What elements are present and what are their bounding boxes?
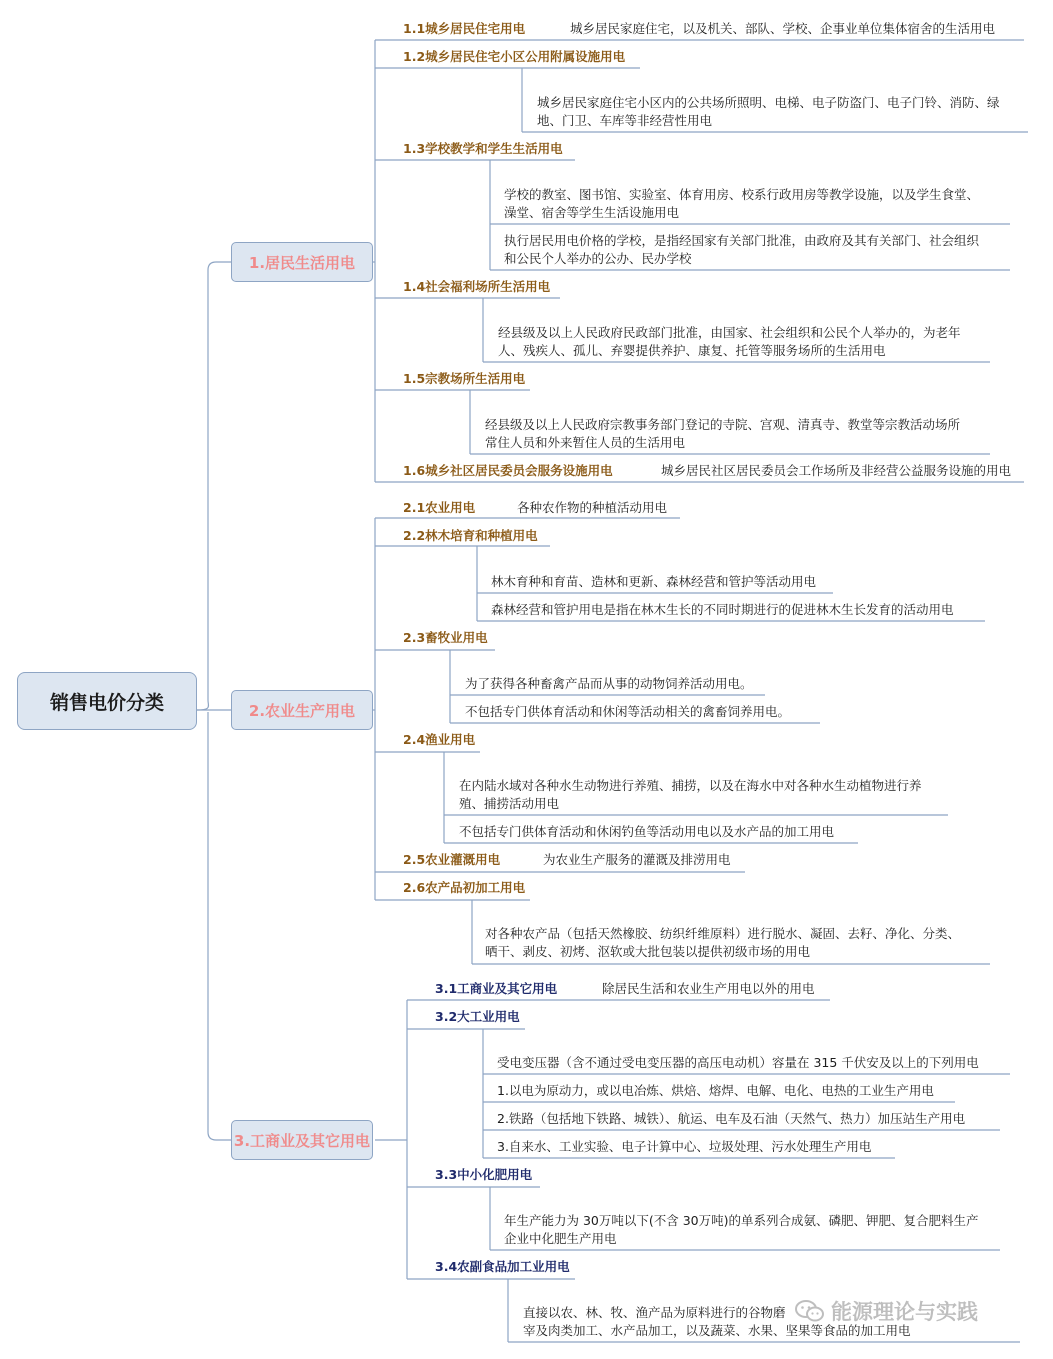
desc-3-3-a: 年生产能力为 30万吨以下(不含 30万吨)的单系列合成氨、磷肥、钾肥、复合肥料生产 xyxy=(504,1213,979,1228)
subtopic-3-4[interactable]: 3.4农副食品加工业用电 xyxy=(435,1259,570,1274)
subtopic-3-1[interactable]: 3.1工商业及其它用电 xyxy=(435,981,558,996)
category-agriculture[interactable]: 2.农业生产用电 xyxy=(231,690,373,730)
desc-1-2-b: 地、门卫、车库等非经营性用电 xyxy=(537,113,713,128)
subtopic-2-1[interactable]: 2.1农业用电 xyxy=(403,500,476,515)
desc-2-3-a: 为了获得各种畜禽产品而从事的动物饲养活动用电。 xyxy=(465,676,753,691)
wechat-icon xyxy=(795,1299,825,1323)
root-node[interactable]: 销售电价分类 xyxy=(17,672,197,730)
desc-2-3-b: 不包括专门供体育活动和休闲等活动相关的禽畜饲养用电。 xyxy=(465,704,791,719)
subtopic-3-3[interactable]: 3.3中小化肥用电 xyxy=(435,1167,533,1182)
subtopic-1-6[interactable]: 1.6城乡社区居民委员会服务设施用电 xyxy=(403,463,613,478)
subtopic-1-5[interactable]: 1.5宗教场所生活用电 xyxy=(403,371,526,386)
category-residential[interactable]: 1.居民生活用电 xyxy=(231,242,373,282)
desc-1-1-a: 城乡居民家庭住宅，以及机关、部队、学校、企事业单位集体宿舍的生活用电 xyxy=(570,21,996,36)
subtopic-2-3[interactable]: 2.3畜牧业用电 xyxy=(403,630,488,645)
desc-1-6-a: 城乡居民社区居民委员会工作场所及非经营公益服务设施的用电 xyxy=(661,463,1012,478)
root-to-cat3 xyxy=(208,712,231,1140)
subtopic-1-2[interactable]: 1.2城乡居民住宅小区公用附属设施用电 xyxy=(403,49,626,64)
desc-3-2-d: 3.自来水、工业实验、电子计算中心、垃圾处理、污水处理生产用电 xyxy=(497,1139,872,1154)
desc-1-3-d: 和公民个人举办的公办、民办学校 xyxy=(504,251,692,266)
root-to-cat1 xyxy=(197,262,231,710)
desc-3-2-b: 1.以电为原动力，或以电冶炼、烘焙、熔焊、电解、电化、电热的工业生产用电 xyxy=(497,1083,934,1098)
desc-1-4-a: 经县级及以上人民政府民政部门批准，由国家、社会组织和公民个人举办的，为老年 xyxy=(498,325,961,340)
desc-1-3-b: 澡堂、宿舍等学生生活设施用电 xyxy=(504,205,680,220)
subtopic-2-2[interactable]: 2.2林木培育和种植用电 xyxy=(403,528,538,543)
desc-3-4-a: 直接以农、林、牧、渔产品为原料进行的谷物磨 xyxy=(523,1305,786,1320)
desc-2-6-a: 对各种农产品（包括天然橡胶、纺织纤维原料）进行脱水、凝固、去籽、净化、分类、 xyxy=(485,926,961,941)
watermark-text: 能源理论与实践 xyxy=(831,1300,978,1324)
subtopic-2-4[interactable]: 2.4渔业用电 xyxy=(403,732,476,747)
desc-2-5-a: 为农业生产服务的灌溉及排涝用电 xyxy=(543,852,731,867)
watermark xyxy=(795,1296,978,1326)
subtopic-1-3[interactable]: 1.3学校教学和学生生活用电 xyxy=(403,141,563,156)
desc-1-3-a: 学校的教室、图书馆、实验室、体育用房、校系行政用房等教学设施，以及学生食堂、 xyxy=(504,187,980,202)
desc-2-2-b: 森林经营和管护用电是指在林木生长的不同时期进行的促进林木生长发育的活动用电 xyxy=(491,602,954,617)
category-commercial[interactable]: 3.工商业及其它用电 xyxy=(231,1120,373,1160)
desc-2-2-a: 林木育种和育苗、造林和更新、森林经营和管护等活动用电 xyxy=(491,574,817,589)
desc-2-4-b: 殖、捕捞活动用电 xyxy=(459,796,560,811)
subtopic-1-4[interactable]: 1.4社会福利场所生活用电 xyxy=(403,279,551,294)
subtopic-2-5[interactable]: 2.5农业灌溉用电 xyxy=(403,852,501,867)
desc-2-6-b: 晒干、剥皮、初烤、沤软或大批包装以提供初级市场的用电 xyxy=(485,944,811,959)
desc-1-5-b: 常住人员和外来暂住人员的生活用电 xyxy=(485,435,686,450)
desc-1-4-b: 人、残疾人、孤儿、弃婴提供养护、康复、托管等服务场所的生活用电 xyxy=(498,343,886,358)
desc-1-3-c: 执行居民用电价格的学校，是指经国家有关部门批准，由政府及其有关部门、社会组织 xyxy=(504,233,980,248)
subtopic-1-1[interactable]: 1.1城乡居民住宅用电 xyxy=(403,21,526,36)
subtopic-2-6[interactable]: 2.6农产品初加工用电 xyxy=(403,880,526,895)
desc-2-1-a: 各种农作物的种植活动用电 xyxy=(517,500,668,515)
subtopic-3-2[interactable]: 3.2大工业用电 xyxy=(435,1009,520,1024)
desc-1-5-a: 经县级及以上人民政府宗教事务部门登记的寺院、宫观、清真寺、教堂等宗教活动场所 xyxy=(485,417,961,432)
desc-3-1-a: 除居民生活和农业生产用电以外的用电 xyxy=(602,981,815,996)
desc-3-2-c: 2.铁路（包括地下铁路、城铁）、航运、电车及石油（天然气、热力）加压站生产用电 xyxy=(497,1111,966,1126)
desc-3-2-a: 受电变压器（含不通过受电变压器的高压电动机）容量在 315 千伏安及以上的下列用电 xyxy=(497,1055,979,1070)
desc-1-2-a: 城乡居民家庭住宅小区内的公共场所照明、电梯、电子防盗门、电子门铃、消防、绿 xyxy=(537,95,1000,110)
desc-3-4-b: 宰及肉类加工、水产品加工，以及蔬菜、水果、坚果等食品的加工用电 xyxy=(523,1323,911,1338)
desc-2-4-a: 在内陆水域对各种水生动物进行养殖、捕捞，以及在海水中对各种水生动植物进行养 xyxy=(459,778,922,793)
desc-3-3-b: 企业中化肥生产用电 xyxy=(504,1231,617,1246)
desc-2-4-c: 不包括专门供体育活动和休闲钓鱼等活动用电以及水产品的加工用电 xyxy=(459,824,835,839)
